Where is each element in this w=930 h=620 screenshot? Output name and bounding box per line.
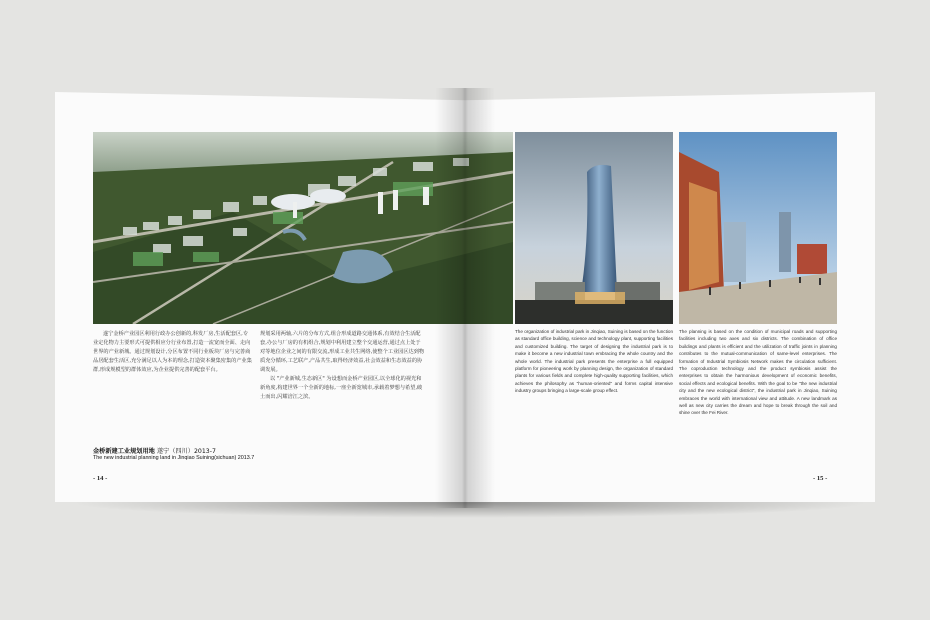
- book-gutter: [435, 88, 495, 508]
- caption-chinese: [93, 446, 216, 455]
- office-tower-rendering: [515, 132, 673, 324]
- caption-title: 金桥新建工业规划用地: [93, 448, 155, 455]
- en-body-col2: The planning is based on the condition of municipal roads and supporting facilities including two axes and six districts. The combination of office buildings and plants is efficient and the utilization of traffic joints in planning contributes to the mutual-communication of same-level enterprises. The formation of Industrial Symbiosis Network makes the circulation sufficient. The coproduction technology and the product symbiosis assist the enterprises to obtain the harmonious development of economic benefits, social effects and ecological benefits. With the goal to be "the new industrial city and the new ecological district", the industrial park in Jinqiao, Suining embraces the world with international view and attitude. A new landmark as well as new city carries the dream and hope to break through the soil and shine over the Fei River.: [679, 329, 837, 416]
- cn-body-col1: [93, 330, 253, 375]
- plaza-rendering: [679, 132, 837, 324]
- caption-location-date: 遂宁（四川）2013-7: [154, 448, 216, 455]
- cn-paragraph-2: 规划采用两轴,六片的分布方式,组合形成道路交通体系,有效结合生活配套,办公与厂房的有机组合,规划中利用建立整个交通运营,通过点上处于对等地位企业之间的有限交流,形成工业共生网络,使整个工业园区达到物质充分循环,工艺联产,产品共生,取得经济效益,社会效益和生态效益的协调发展。: [260, 331, 425, 373]
- cn-paragraph-3: 以 "产业新城,生态新区" 为设想而金桥产业园区,以全球化的视光和新角度,构建世界一个全新的地标,一座全新宽城市,承载着梦想与希望,破土而出,闪耀涪江之滨。: [260, 376, 423, 400]
- page-number-right: - 15 -: [813, 475, 828, 482]
- en-body-col1: The organization of industrial park in Jinqiao, Suining is based on the function as standard office building, science and technology plant, supporting facilities and customized building. The target of designing the industrial park is to make it become a new industrial town embracing the whole country and the whole world. The industrial park presents the enterprise a full equipped platform for pioneering work by planning design, the organization of standard plants for various fields and complete high-quality supporting facilities, which achieves the philosophy as "human-oriented" and forms capital intensive industry groups bringing a large-scale group effect.: [515, 329, 673, 394]
- caption-english: The new industrial planning land in Jinqiao Suining(sichuan) 2013.7: [93, 455, 255, 461]
- cn-body-col2: [260, 330, 425, 402]
- open-brochure: [55, 88, 875, 508]
- page-number-left: - 14 -: [93, 475, 108, 482]
- cn-paragraph-1: 遂宁金桥产业园区利用行政办公创新的,科发厂房,生活配套区,专业定化物力主要形式可提供相应分行业布置,打造一流宽而全面、走向世界的产业新城。通过规划设计,分区布置不同行业板块厂房与完善商品居配套生活区,充分满足以人为本的理念,打造资本聚集密集的产业集群,形成规模型的群体效应,为企业提供完善的配套平台。: [93, 331, 252, 373]
